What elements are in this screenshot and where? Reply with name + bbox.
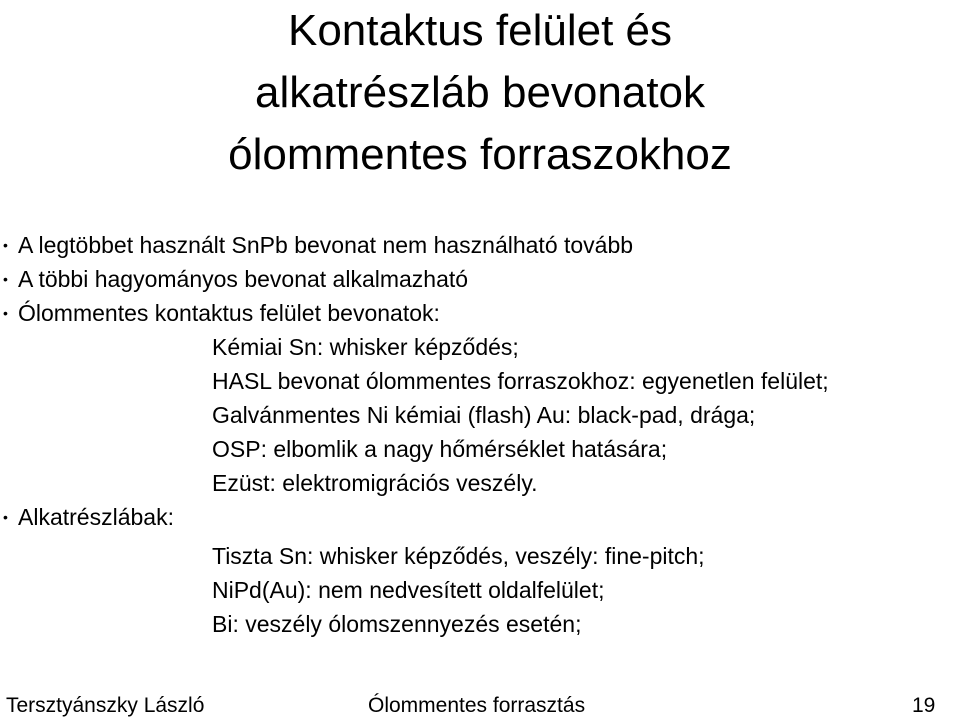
bullet-text: Alkatrészlábak: (18, 504, 174, 530)
lead-coating-item (0, 573, 960, 607)
slide-footer (0, 692, 960, 720)
bullet-item (0, 262, 960, 296)
contact-coating-item (0, 398, 960, 432)
title-line-3: ólommentes forraszokhoz (228, 130, 732, 179)
footer-topic: Ólommentes forrasztás (368, 694, 586, 717)
bullet-dot: • (3, 271, 8, 287)
contact-coating-text: Ezüst: elektromigrációs veszély. (212, 470, 538, 496)
slide-title (80, 0, 880, 186)
contact-coating-item (0, 364, 960, 398)
contact-coating-text: OSP: elbomlik a nagy hőmérséklet hatására; (212, 436, 668, 462)
bullet-text: A többi hagyományos bevonat alkalmazható (18, 266, 469, 292)
bullet-item (0, 228, 960, 262)
bullet-dot: • (3, 305, 8, 321)
contact-coating-text: Galvánmentes Ni kémiai (flash) Au: black-pad, drága; (212, 402, 756, 428)
contact-coating-text: Kémiai Sn: whisker képződés; (212, 334, 519, 360)
title-line-2: alkatrészláb bevonatok (254, 68, 706, 117)
contact-coating-item (0, 432, 960, 466)
bullet-text: A legtöbbet használt SnPb bevonat nem használható tovább (18, 232, 634, 258)
bullet-dot: • (3, 509, 8, 525)
bullet-dot: • (3, 237, 8, 253)
lead-coating-text: NiPd(Au): nem nedvesített oldalfelület; (212, 577, 605, 603)
bullet-item (0, 296, 960, 330)
contact-coating-item (0, 466, 960, 500)
slide-body (0, 228, 960, 641)
lead-coating-item (0, 607, 960, 641)
footer-page-number: 19 (912, 694, 936, 717)
contact-coating-item (0, 330, 960, 364)
lead-coating-text: Tiszta Sn: whisker képződés, veszély: fine-pitch; (212, 543, 705, 569)
bullet-text: Ólommentes kontaktus felület bevonatok: (18, 300, 440, 326)
footer-author: Tersztyánszky László (6, 694, 205, 717)
contact-coating-text: HASL bevonat ólommentes forraszokhoz: egyenetlen felület; (212, 368, 829, 394)
lead-coating-text: Bi: veszély ólomszennyezés esetén; (212, 611, 582, 637)
lead-coating-item (0, 539, 960, 573)
bullet-item-leads (0, 500, 960, 534)
title-line-1: Kontaktus felület és (287, 6, 672, 55)
